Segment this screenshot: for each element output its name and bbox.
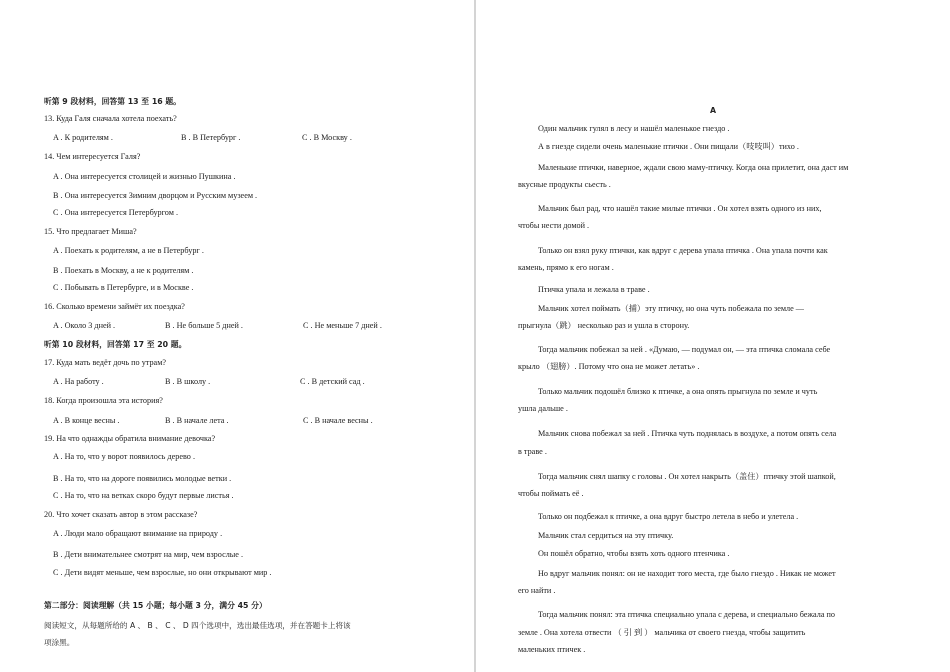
passage-line: Он пошёл обратно, чтобы взять хоть одного птенчика .: [538, 549, 730, 558]
q17-option-c: C . В детский сад .: [300, 377, 365, 386]
passage-line: Мальчик снова побежал за ней . Птичка чуть поднялась в воздухе, а потом опять села: [538, 429, 837, 438]
passage-line: чтобы нести домой .: [518, 221, 590, 230]
right-page: [476, 0, 950, 672]
passage-line: Птичка упала и лежала в траве .: [538, 285, 650, 294]
question-18: 18. Когда произошла эта история?: [44, 396, 163, 405]
left-page: [0, 0, 474, 672]
q19-option-a: A . На то, что у ворот появилось дерево .: [53, 452, 195, 461]
q19-option-c: C . На то, что на ветках скоро будут первые листья .: [53, 491, 234, 500]
passage-line: Но вдруг мальчик понял: он не находит того места, где было гнездо . Никак не может: [538, 569, 836, 578]
q19-option-b: B . На то, что на дороге появились молодые ветки .: [53, 474, 232, 483]
question-20: 20. Что хочет сказать автор в этом рассказе?: [44, 510, 198, 519]
passage-line: Мальчик хотел поймать（捕）эту птичку, но она чуть побежала по земле —: [538, 304, 804, 313]
passage-line: Маленькие птички, наверное, ждали свою маму-птичку. Когда она прилетит, она даст им: [538, 163, 849, 172]
q20-option-a: A . Люди мало обращают внимание на природу .: [53, 529, 223, 538]
passage-line: Только мальчик подошёл близко к птичке, а она опять прыгнула по земле и чуть: [538, 387, 818, 396]
q15-option-a: A . Поехать к родителям, а не в Петербург .: [53, 246, 204, 255]
passage-line: камень, прямо к его ногам .: [518, 263, 614, 272]
q14-option-c: C . Она интересуется Петербургом .: [53, 208, 179, 217]
q14-option-a: A . Она интересуется столицей и жизнью Пушкина .: [53, 172, 236, 181]
instruction-line-1: 阅读短文，从每题所给的 A 、 B 、 C 、 D 四个选项中，选出最佳选项，并在答题卡上将该: [44, 621, 351, 630]
q14-option-b: B . Она интересуется Зимним дворцом и Русским музеем .: [53, 191, 258, 200]
passage-line: Один мальчик гулял в лесу и нашёл маленькое гнездо .: [538, 124, 730, 133]
passage-line: маленьких птичек .: [518, 645, 586, 654]
passage-heading: A: [709, 106, 717, 115]
passage-line: Мальчик был рад, что нашёл такие милые птички . Он хотел взять одного из них,: [538, 204, 822, 213]
question-13: 13. Куда Галя сначала хотела поехать?: [44, 114, 177, 123]
q17-option-a: A . На работу .: [53, 377, 104, 386]
passage-line: прыгнула（跳） несколько раз и ушла в сторону.: [518, 321, 690, 330]
passage-line: Тогда мальчик побежал за ней . «Думаю, — подумал он, — эта птичка сломала себе: [538, 345, 831, 354]
q16-option-a: A . Около 3 дней .: [53, 321, 116, 330]
q13-option-a: A . К родителям .: [53, 133, 113, 142]
passage-line: его найти .: [518, 586, 556, 595]
q20-option-c: C . Дети видят меньше, чем взрослые, но они открывают мир .: [53, 568, 272, 577]
passage-line: Тогда мальчик снял шапку с головы . Он хотел накрыть（盖住）птичку этой шапкой,: [538, 472, 836, 481]
passage-line: чтобы поймать её .: [518, 489, 584, 498]
passage-line: Тогда мальчик понял: эта птичка специально упала с дерева, и специально бежала по: [538, 610, 836, 619]
q16-option-b: B . Не больше 5 дней .: [165, 321, 243, 330]
section-9-heading: 听第 9 段材料，回答第 13 至 16 题。: [44, 97, 181, 106]
passage-line: Мальчик стал сердиться на эту птичку.: [538, 531, 674, 540]
question-14: 14. Чем интересуется Галя?: [44, 152, 141, 161]
part-2-title: 第二部分：阅读理解（共 15 小题；每小题 3 分，满分 45 分）: [44, 601, 267, 610]
passage-line: Только он подбежал к птичке, а она вдруг быстро летела в небо и улетела .: [538, 512, 799, 521]
passage-line: ушла дальше .: [518, 404, 568, 413]
instruction-line-2: 项涂黑。: [44, 638, 75, 647]
q18-option-c: C . В начале весны .: [303, 416, 373, 425]
passage-line: крыло （翅膀）. Потому что она не может летать» .: [518, 362, 700, 371]
passage-line: земле . Она хотела отвести （ 引 到 ） мальчика от своего гнезда, чтобы защитить: [518, 628, 806, 637]
q13-option-b: B . В Петербург .: [181, 133, 241, 142]
q13-option-c: C . В Москву .: [302, 133, 352, 142]
question-16: 16. Сколько времени займёт их поездка?: [44, 302, 185, 311]
question-17: 17. Куда мать ведёт дочь по утрам?: [44, 358, 167, 367]
q18-option-a: A . В конце весны .: [53, 416, 120, 425]
q20-option-b: B . Дети внимательнее смотрят на мир, чем взрослые .: [53, 550, 244, 559]
q17-option-b: B . В школу .: [165, 377, 211, 386]
passage-line: А в гнезде сидели очень маленькие птички . Они пищали（吱吱叫）тихо .: [538, 142, 799, 151]
passage-line: в траве .: [518, 447, 547, 456]
q18-option-b: B . В начале лета .: [165, 416, 229, 425]
q15-option-c: C . Побывать в Петербурге, и в Москве .: [53, 283, 194, 292]
passage-line: Только он взял руку птички, как вдруг с дерева упала птичка . Она упала почти как: [538, 246, 828, 255]
q15-option-b: B . Поехать в Москву, а не к родителям .: [53, 266, 194, 275]
q16-option-c: C . Не меньше 7 дней .: [303, 321, 382, 330]
section-10-heading: 听第 10 段材料，回答第 17 至 20 题。: [44, 340, 187, 349]
passage-line: вкусные продукты сьесть .: [518, 180, 611, 189]
question-19: 19. На что однажды обратила внимание девочка?: [44, 434, 216, 443]
question-15: 15. Что предлагает Миша?: [44, 227, 137, 236]
